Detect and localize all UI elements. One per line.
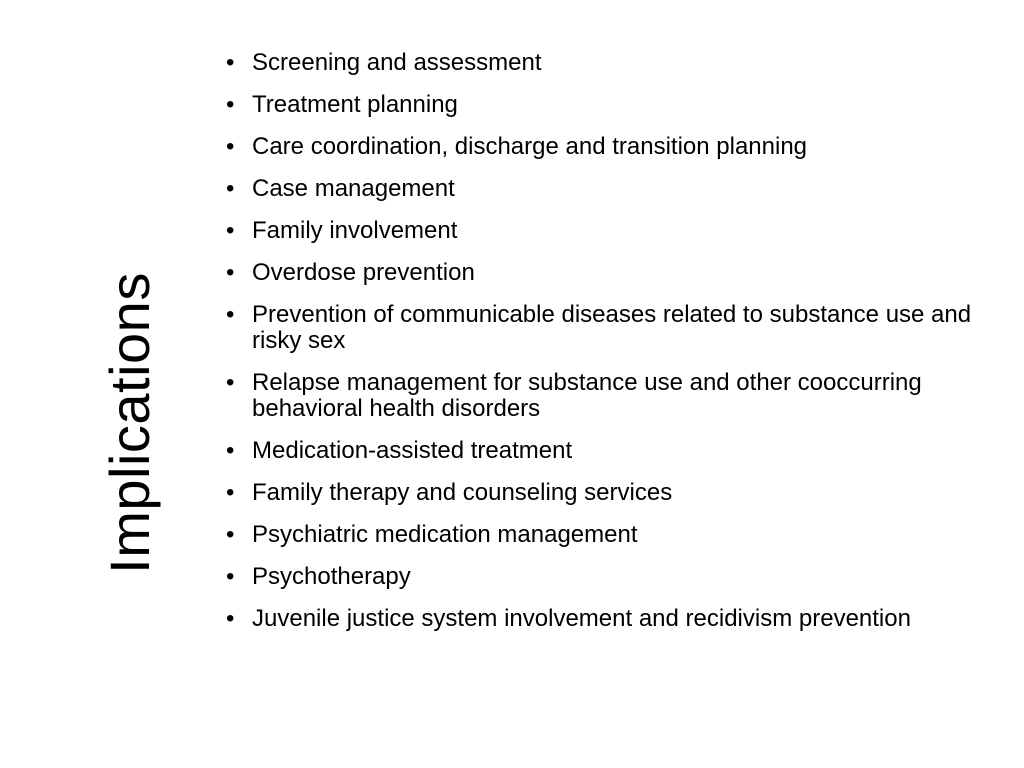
bullet-item: • Treatment planning (226, 92, 1006, 118)
slide-title: Implications (98, 271, 161, 574)
title-area (60, 60, 200, 710)
bullet-item: • Relapse management for substance use and other cooccurring behavioral health disorders (226, 370, 1006, 422)
bullet-item: • Care coordination, discharge and transition planning (226, 134, 1006, 160)
bullet-item: • Psychiatric medication management (226, 522, 1006, 548)
bullet-item: • Psychotherapy (226, 564, 1006, 590)
bullet-item: • Medication-assisted treatment (226, 438, 1006, 464)
bullet-item: • Juvenile justice system involvement and recidivism prevention (226, 606, 1006, 632)
bullet-item: • Overdose prevention (226, 260, 1006, 286)
bullet-item: • Family involvement (226, 218, 1006, 244)
bullet-list (226, 50, 1006, 648)
bullet-item: • Family therapy and counseling services (226, 480, 1006, 506)
bullet-item: • Screening and assessment (226, 50, 1006, 76)
bullet-item: • Case management (226, 176, 1006, 202)
bullet-item: • Prevention of communicable diseases related to substance use and risky sex (226, 302, 1006, 354)
